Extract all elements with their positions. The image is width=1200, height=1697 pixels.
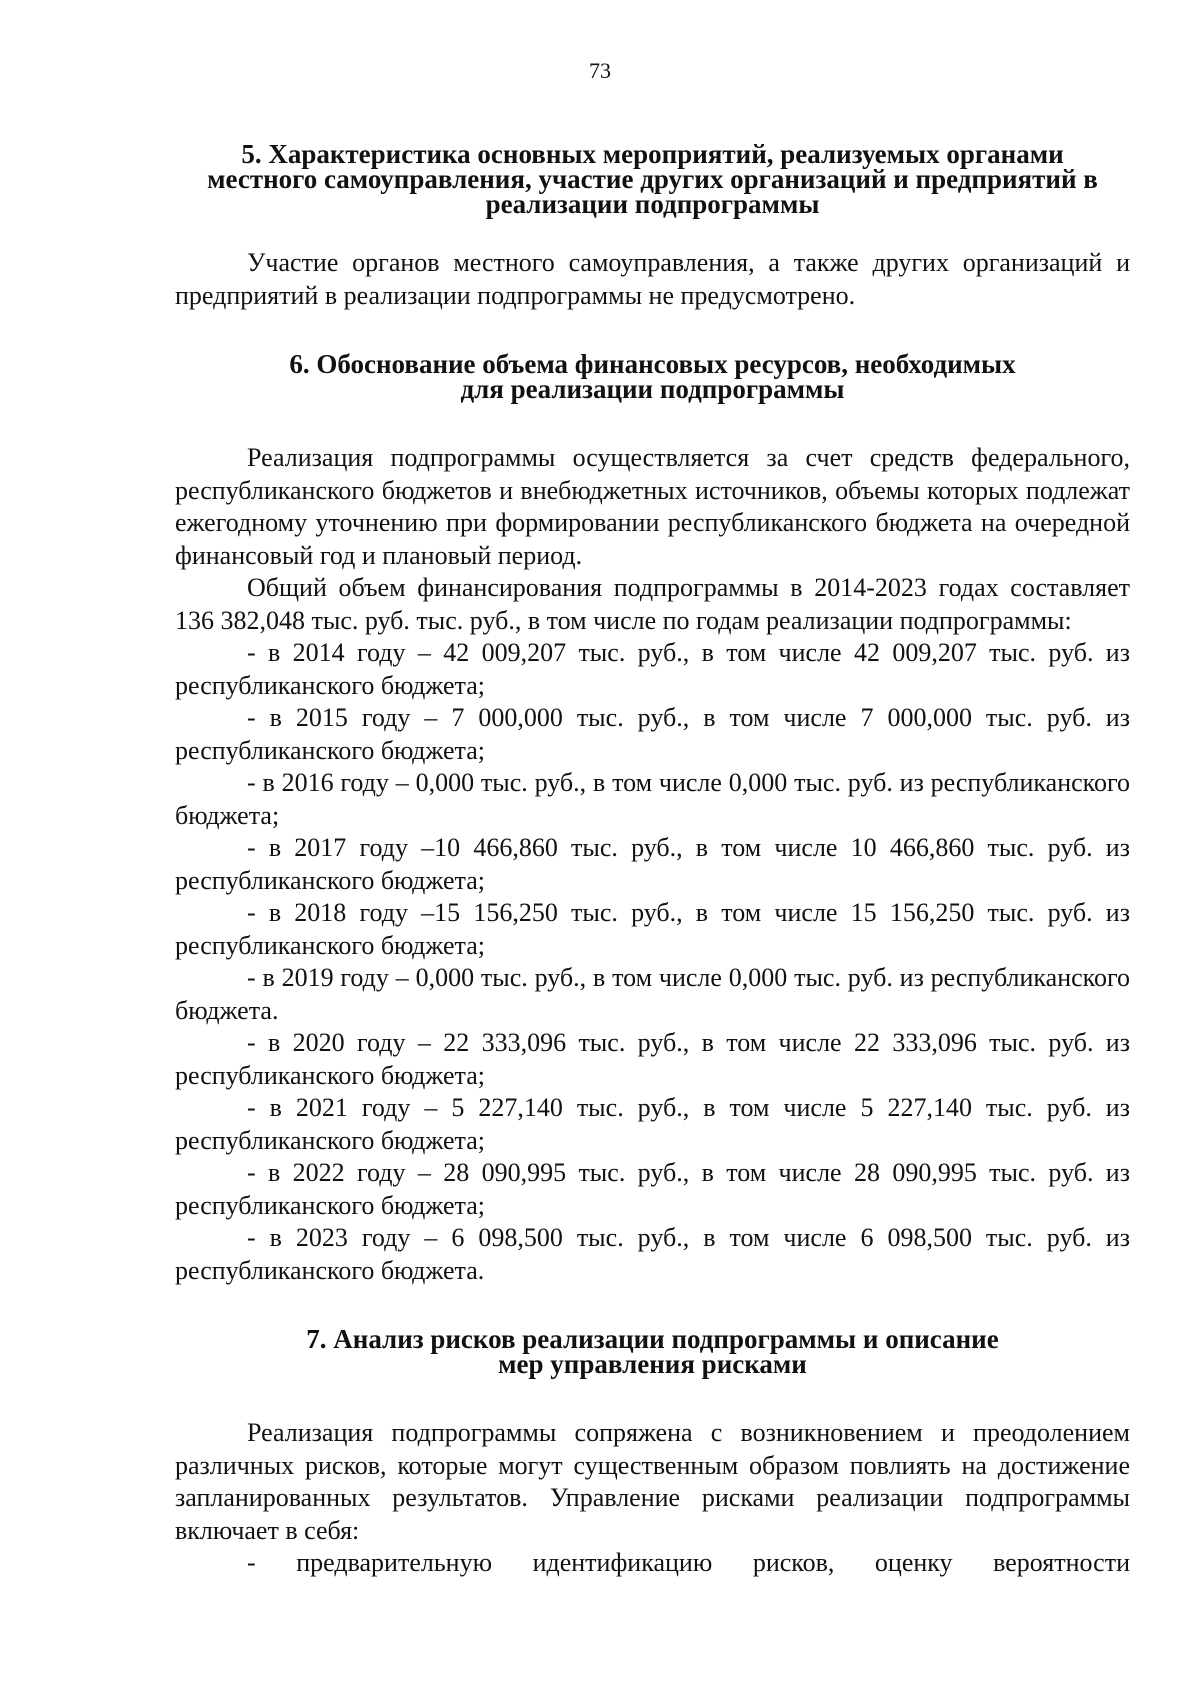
section-7-paragraph: Реализация подпрограммы сопряжена с возникновением и преодолением различных рисков, которые могут существенным образом повлиять на достижение запланированных результатов. Управление рисками реализации подпрограммы включает в себя:: [175, 1418, 1130, 1545]
page-content: [175, 139, 1130, 1580]
section-6-heading: [175, 349, 1130, 404]
list-item: - в 2023 году – 6 098,500 тыс. руб., в том числе 6 098,500 тыс. руб. из республиканского бюджета.: [175, 1223, 1130, 1285]
section-6-paragraph-2: Общий объем финансирования подпрограммы в 2014-2023 годах составляет 136 382,048 тыс. руб. тыс. руб., в том числе по годам реализации подпрограммы:: [175, 573, 1130, 635]
heading-line: для реализации подпрограммы: [460, 374, 845, 404]
section-5-heading: [175, 139, 1130, 219]
section-5-paragraph: Участие органов местного самоуправления, а также других организаций и предприятий в реализации подпрограммы не предусмотрено.: [175, 248, 1130, 310]
funding-by-year-list: [175, 637, 1130, 1287]
list-item: - в 2017 году –10 466,860 тыс. руб., в том числе 10 466,860 тыс. руб. из республиканского бюджета;: [175, 833, 1130, 895]
heading-line: 6. Обоснование объема финансовых ресурсов, необходимых: [289, 349, 1016, 379]
heading-line: реализации подпрограммы: [485, 189, 820, 219]
page-number: 73: [589, 58, 611, 83]
list-item: - в 2018 году –15 156,250 тыс. руб., в том числе 15 156,250 тыс. руб. из республиканского бюджета;: [175, 898, 1130, 960]
section-7-last-line: - предварительную идентификацию рисков, оценку вероятности: [247, 1548, 1130, 1577]
list-item: - в 2019 году – 0,000 тыс. руб., в том числе 0,000 тыс. руб. из республиканского бюджета.: [175, 963, 1130, 1025]
heading-line: 5. Характеристика основных мероприятий, реализуемых органами: [241, 139, 1064, 169]
list-item: - в 2015 году – 7 000,000 тыс. руб., в том числе 7 000,000 тыс. руб. из республиканского бюджета;: [175, 703, 1130, 765]
heading-line: мер управления рисками: [498, 1349, 807, 1379]
list-item: - в 2014 году – 42 009,207 тыс. руб., в том числе 42 009,207 тыс. руб. из республиканского бюджета;: [175, 638, 1130, 700]
list-item: - в 2022 году – 28 090,995 тыс. руб., в том числе 28 090,995 тыс. руб. из республиканского бюджета;: [175, 1158, 1130, 1220]
section-6-paragraph-1: Реализация подпрограммы осуществляется за счет средств федерального, республиканского бюджетов и внебюджетных источников, объемы которых подлежат ежегодному уточнению при формировании республиканского бюджета на очередной финансовый год и плановый период.: [175, 443, 1130, 570]
heading-line: местного самоуправления, участие других организаций и предприятий в: [207, 164, 1098, 194]
list-item: - в 2016 году – 0,000 тыс. руб., в том числе 0,000 тыс. руб. из республиканского бюджета;: [175, 768, 1130, 830]
list-item: - в 2021 году – 5 227,140 тыс. руб., в том числе 5 227,140 тыс. руб. из республиканского бюджета;: [175, 1093, 1130, 1155]
list-item: - в 2020 году – 22 333,096 тыс. руб., в том числе 22 333,096 тыс. руб. из республиканского бюджета;: [175, 1028, 1130, 1090]
section-7-heading: [175, 1324, 1130, 1379]
heading-line: 7. Анализ рисков реализации подпрограммы и описание: [306, 1324, 999, 1354]
